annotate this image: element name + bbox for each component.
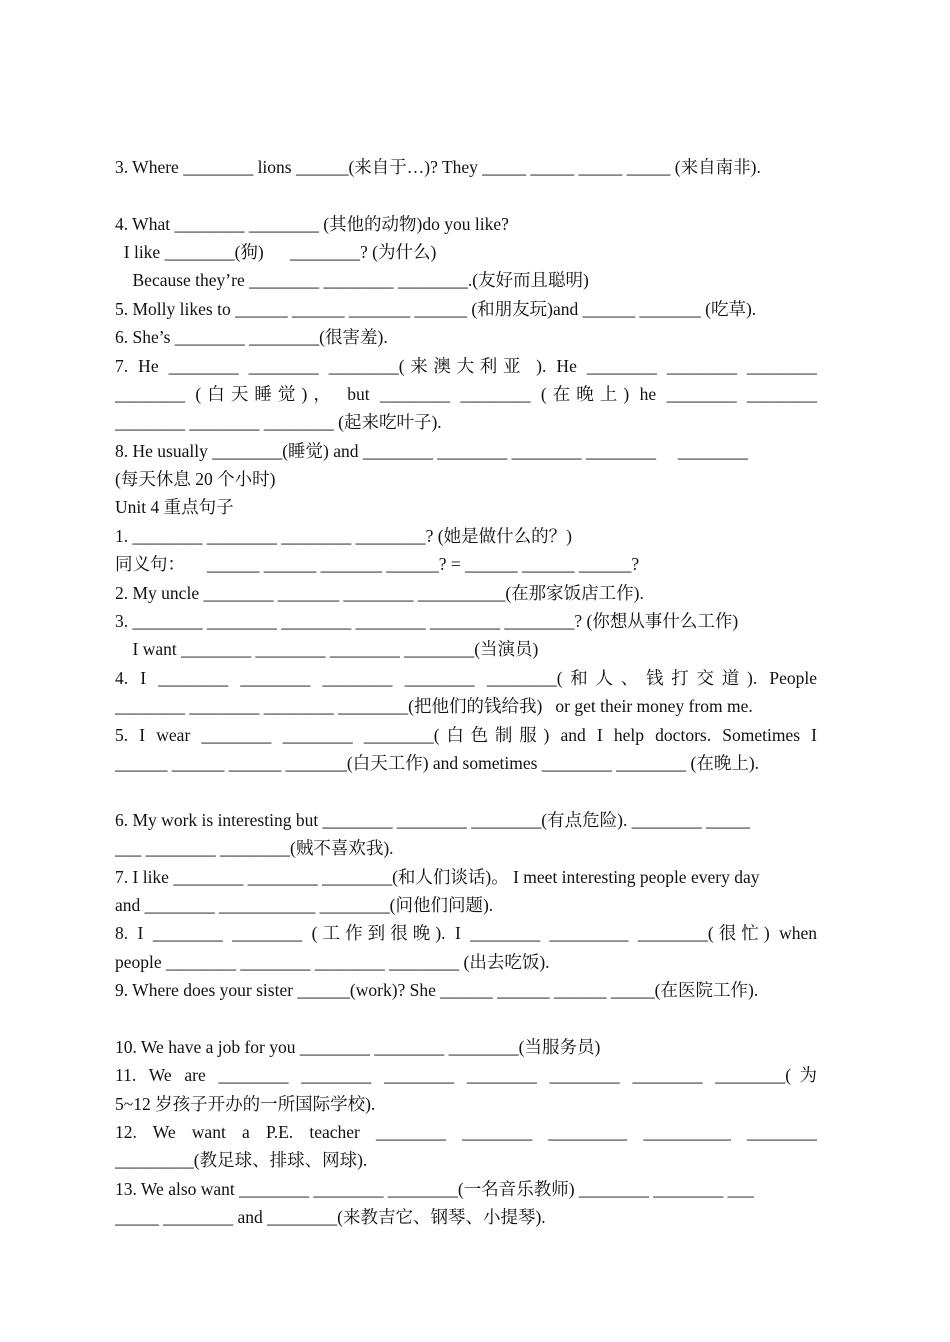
exercise-line: I want ________ ________ ________ ________(当演员)	[115, 639, 539, 659]
exercise-line: 13. We also want ________ ________ ________(一名音乐教师) ________ ________ ___	[115, 1179, 754, 1199]
exercise-line: 7. I like ________ ________ ________(和人们谈话)。 I meet interesting people every day	[115, 867, 760, 887]
exercise-line: 同义句： ______ ______ _______ ______? = ______ ______ ______?	[115, 554, 640, 574]
exercise-line: _____ ________ and ________(来教吉它、钢琴、小提琴).	[115, 1207, 546, 1227]
exercise-line: 10. We have a job for you ________ ________ ________(当服务员)	[115, 1037, 601, 1057]
exercise-line: ________ ________ ________ (起来吃叶子).	[115, 412, 442, 432]
exercise-line: _________(教足球、排球、网球).	[115, 1150, 368, 1170]
exercise-line: 5. I wear ________ ________ ________(白色制服) and I help doctors. Sometimes I	[115, 725, 817, 745]
section-heading: Unit 4 重点句子	[115, 497, 234, 517]
exercise-line: 12. We want a P.E. teacher ________ ________ _________ __________ ________	[115, 1122, 817, 1142]
exercise-line: ________ ________ ________ ________(把他们的钱给我) or get their money from me.	[115, 696, 753, 716]
exercise-line: 3. Where ________ lions ______(来自于…)? They _____ _____ _____ _____ (来自南非).	[115, 157, 761, 177]
exercise-line: 7. He ________ ________ ________(来澳大利亚 ). He ________ ________ ________	[115, 356, 817, 376]
exercise-line: 9. Where does your sister ______(work)? She ______ ______ ______ _____(在医院工作).	[115, 980, 759, 1000]
exercise-line: and ________ ___________ ________(问他们问题).	[115, 895, 494, 915]
exercise-line: people ________ ________ ________ ________ (出去吃饭).	[115, 952, 550, 972]
exercise-line: 8. I ________ ________ (工作到很晚). I ________ _________ ________(很忙) when	[115, 923, 817, 943]
exercise-line: I like ________(狗) ________? (为什么)	[115, 242, 437, 262]
exercise-line: ___ ________ ________(贼不喜欢我).	[115, 838, 394, 858]
exercise-line: 6. My work is interesting but ________ ________ ________(有点危险). ________ _____	[115, 810, 750, 830]
exercise-line: ______ ______ ______ _______(白天工作) and sometimes ________ ________ (在晚上).	[115, 753, 760, 773]
exercise-line: ________ (白天睡觉)， but ________ ________ (在晚上) he ________ ________	[115, 384, 817, 404]
exercise-line: 11. We are ________ ________ ________ ________ ________ ________ ________(为	[115, 1065, 817, 1085]
exercise-line: 4. What ________ ________ (其他的动物)do you like?	[115, 214, 509, 234]
exercise-line: 2. My uncle ________ _______ ________ __________(在那家饭店工作).	[115, 583, 644, 603]
exercise-line: 1. ________ ________ ________ ________? (她是做什么的？)	[115, 526, 572, 546]
exercise-line: 6. She’s ________ ________(很害羞).	[115, 327, 388, 347]
exercise-line: Because they’re ________ ________ ________.(友好而且聪明)	[115, 270, 589, 290]
exercise-line: 3. ________ ________ ________ ________ ________ ________? (你想从事什么工作)	[115, 611, 739, 631]
exercise-line: (每天休息 20 个小时)	[115, 469, 276, 489]
exercise-line: 8. He usually ________(睡觉) and ________ ________ ________ ________ ________	[115, 441, 748, 461]
exercise-line: 5~12 岁孩子开办的一所国际学校).	[115, 1094, 376, 1114]
exercise-line: 5. Molly likes to ______ ______ _______ ______ (和朋友玩)and ______ _______ (吃草).	[115, 299, 757, 319]
exercise-line: 4. I ________ ________ ________ ________ ________(和人、钱打交道). People	[115, 668, 817, 688]
